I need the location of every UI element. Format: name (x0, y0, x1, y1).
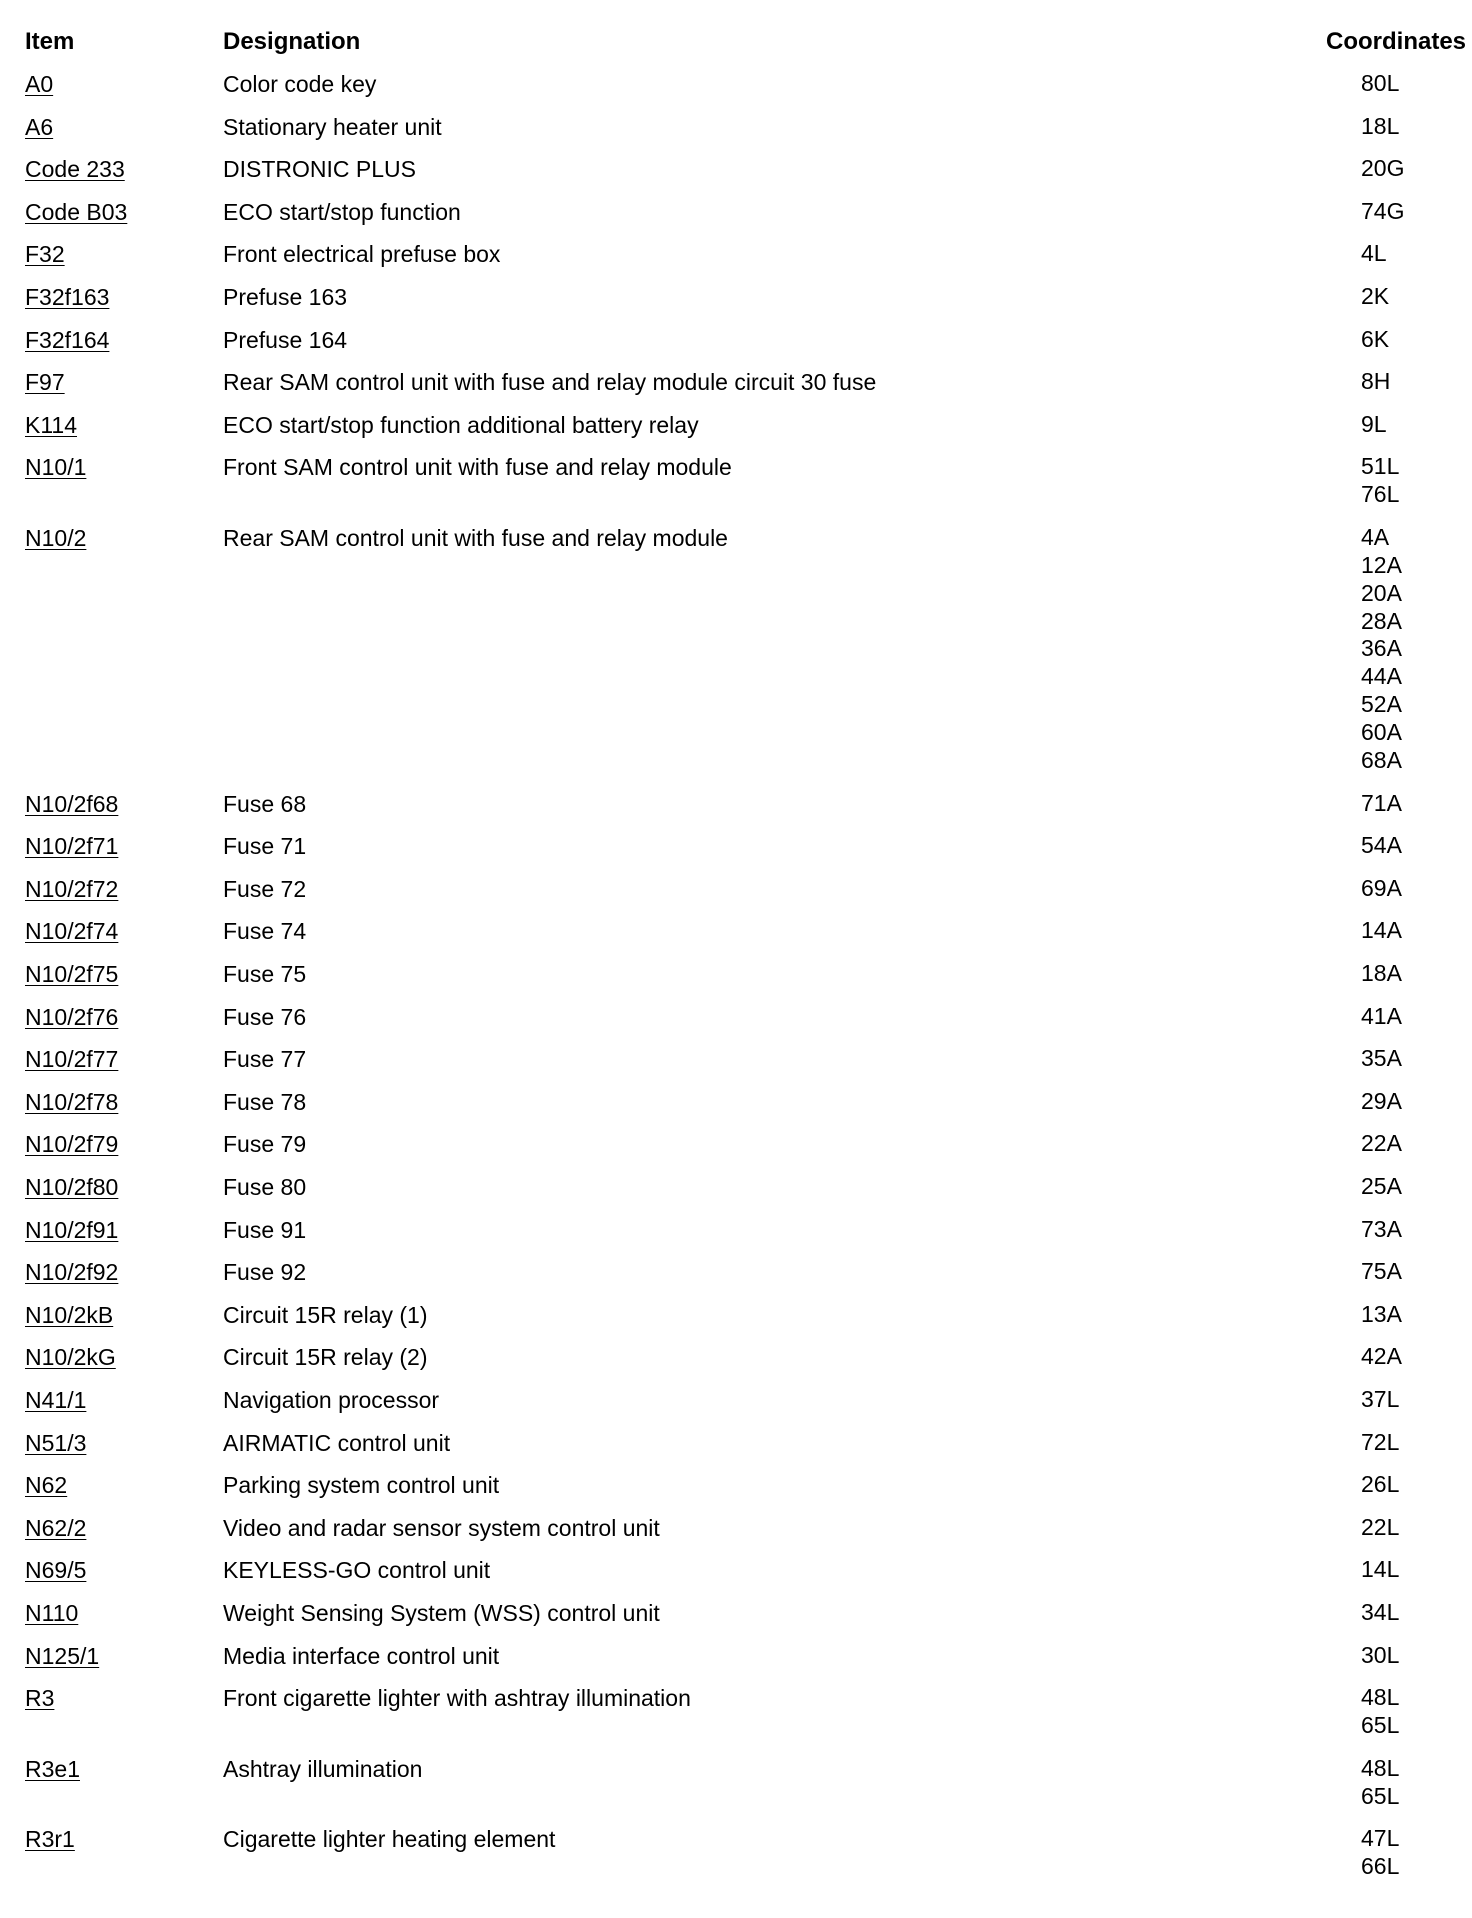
table-row (0, 1599, 1472, 1642)
designation-text: Fuse 75 (223, 961, 307, 988)
designation-text: Prefuse 164 (223, 326, 348, 353)
designation-text: Fuse 80 (223, 1173, 307, 1200)
item-link[interactable]: N10/2f78 (25, 1088, 119, 1115)
item-link[interactable]: N10/2f75 (25, 961, 119, 988)
coordinate-value: 34L (1361, 1598, 1400, 1625)
item-link[interactable]: N51/3 (25, 1429, 87, 1456)
designation-text: Navigation processor (223, 1386, 440, 1413)
coordinates-cell (1361, 1386, 1399, 1414)
coordinate-value: 80L (1361, 70, 1400, 96)
table-row (0, 1301, 1472, 1344)
coordinates-cell (1361, 198, 1404, 226)
coordinates-cell (1361, 113, 1399, 141)
designation-text: Front cigarette lighter with ashtray illumination (223, 1685, 691, 1712)
column-header-item: Item (25, 28, 75, 55)
coordinates-cell (1361, 1599, 1399, 1627)
designation-text: Video and radar sensor system control unit (223, 1514, 660, 1541)
table-row (0, 1642, 1472, 1685)
coordinates-cell (1361, 1258, 1402, 1286)
coordinate-value: 14L (1361, 1556, 1400, 1583)
coordinate-value: 9L (1361, 410, 1387, 437)
coordinate-value: 42A (1361, 1343, 1402, 1370)
coordinate-value: 71A (1361, 789, 1402, 816)
coordinate-value: 60A (1361, 719, 1402, 746)
item-link[interactable]: N10/2kG (25, 1344, 116, 1371)
coordinates-cell (1361, 1216, 1402, 1244)
coordinates-cell (1361, 70, 1399, 98)
table-row (0, 453, 1472, 524)
coordinate-value: 25A (1361, 1172, 1402, 1199)
item-link[interactable]: N10/2f79 (25, 1131, 119, 1158)
column-header-coordinates: Coordinates (1326, 28, 1467, 55)
coordinate-value: 22A (1361, 1130, 1402, 1157)
coordinates-cell (1361, 1825, 1399, 1881)
table-row (0, 1088, 1472, 1131)
table-row (0, 1471, 1472, 1514)
item-link[interactable]: N10/2f76 (25, 1003, 119, 1030)
designation-text: Media interface control unit (223, 1642, 500, 1669)
coordinates-cell (1361, 240, 1387, 268)
table-row (0, 917, 1472, 960)
item-link[interactable]: N10/2f91 (25, 1216, 119, 1243)
coordinates-cell (1361, 960, 1402, 988)
table-row (0, 1755, 1472, 1826)
table-row (0, 1045, 1472, 1088)
coordinate-value: 44A (1361, 663, 1402, 690)
table-row (0, 960, 1472, 1003)
table-row (0, 240, 1472, 283)
coordinate-value: 76L (1361, 481, 1400, 508)
table-row (0, 832, 1472, 875)
designation-text: Fuse 68 (223, 790, 307, 817)
designation-text: Fuse 91 (223, 1216, 307, 1243)
item-link[interactable]: N10/2kB (25, 1301, 114, 1328)
coordinate-value: 65L (1361, 1782, 1400, 1809)
designation-text: Fuse 76 (223, 1003, 307, 1030)
item-link[interactable]: N10/2f92 (25, 1259, 119, 1286)
table-row (0, 1386, 1472, 1429)
item-link[interactable]: N125/1 (25, 1642, 100, 1669)
designation-text: Fuse 71 (223, 833, 307, 860)
coordinates-cell (1361, 875, 1402, 903)
coordinate-value: 66L (1361, 1853, 1400, 1880)
coordinate-value: 72L (1361, 1428, 1400, 1455)
table-row (0, 1130, 1472, 1173)
coordinates-cell (1361, 790, 1402, 818)
item-link[interactable]: N10/2f68 (25, 790, 119, 817)
coordinate-value: 22L (1361, 1513, 1400, 1540)
designation-text: Parking system control unit (223, 1472, 500, 1499)
coordinate-value: 20A (1361, 579, 1402, 606)
designation-text: DISTRONIC PLUS (223, 156, 416, 183)
table-row (0, 1258, 1472, 1301)
coordinate-value: 18L (1361, 112, 1400, 139)
designation-text: Weight Sensing System (WSS) control unit (223, 1599, 660, 1626)
table-row (0, 1343, 1472, 1386)
designation-text: Fuse 92 (223, 1259, 307, 1286)
designation-text: ECO start/stop function additional battery relay (223, 411, 699, 438)
coordinates-cell (1361, 1684, 1399, 1740)
table-row (0, 113, 1472, 156)
coordinate-value: 41A (1361, 1002, 1402, 1029)
coordinates-cell (1361, 1045, 1402, 1073)
item-link[interactable]: F97 (25, 369, 65, 396)
coordinates-cell (1361, 155, 1404, 183)
coordinate-value: 54A (1361, 832, 1402, 859)
item-link[interactable]: N110 (25, 1599, 79, 1626)
item-link[interactable]: F32f164 (25, 326, 110, 353)
designation-text: Ashtray illumination (223, 1755, 423, 1782)
item-link[interactable]: N62 (25, 1472, 68, 1499)
designation-text: Fuse 77 (223, 1046, 307, 1073)
item-link[interactable]: R3 (25, 1685, 55, 1712)
table-row (0, 1514, 1472, 1557)
item-link[interactable]: A6 (25, 113, 54, 140)
table-row (0, 70, 1472, 113)
coordinate-value: 51L (1361, 453, 1400, 480)
coordinates-cell (1361, 1514, 1399, 1542)
item-link[interactable]: N10/2f74 (25, 918, 119, 945)
coordinate-value: 18A (1361, 960, 1402, 987)
coordinates-cell (1361, 1642, 1399, 1670)
coordinates-cell (1361, 524, 1402, 775)
coordinate-value: 28A (1361, 607, 1402, 634)
coordinates-cell (1361, 453, 1399, 509)
table-row (0, 155, 1472, 198)
coordinate-value: 13A (1361, 1300, 1402, 1327)
table-row (0, 1684, 1472, 1755)
table-row (0, 326, 1472, 369)
coordinates-cell (1361, 1471, 1399, 1499)
table-row (0, 790, 1472, 833)
designation-text: Prefuse 163 (223, 283, 348, 310)
designation-text: Fuse 72 (223, 875, 307, 902)
coordinate-value: 52A (1361, 691, 1402, 718)
coordinate-value: 75A (1361, 1258, 1402, 1285)
designation-text: Circuit 15R relay (1) (223, 1301, 428, 1328)
legend-rows (0, 70, 1472, 1896)
item-link[interactable]: N10/2f77 (25, 1046, 119, 1073)
coordinate-value: 73A (1361, 1215, 1402, 1242)
coordinate-value: 74G (1361, 197, 1405, 224)
designation-text: Cigarette lighter heating element (223, 1826, 556, 1853)
coordinate-value: 14A (1361, 917, 1402, 944)
designation-text: Rear SAM control unit with fuse and relay module circuit 30 fuse (223, 369, 877, 396)
coordinates-cell (1361, 1556, 1399, 1584)
item-link[interactable]: N10/2f80 (25, 1173, 119, 1200)
designation-text: Fuse 79 (223, 1131, 307, 1158)
coordinate-value: 4A (1361, 523, 1390, 550)
item-link[interactable]: N10/2f71 (25, 833, 119, 860)
coordinates-cell (1361, 326, 1389, 354)
item-link[interactable]: K114 (25, 411, 78, 438)
table-row (0, 1173, 1472, 1216)
coordinates-cell (1361, 1755, 1399, 1811)
table-row (0, 411, 1472, 454)
designation-text: Fuse 78 (223, 1088, 307, 1115)
table-row (0, 875, 1472, 918)
designation-text: Stationary heater unit (223, 113, 442, 140)
item-link[interactable]: R3r1 (25, 1826, 75, 1853)
item-link[interactable]: N10/2f72 (25, 875, 119, 902)
table-row (0, 1825, 1472, 1896)
item-link[interactable]: F32 (25, 241, 65, 268)
coordinates-cell (1361, 411, 1387, 439)
coordinate-value: 47L (1361, 1825, 1400, 1852)
table-row (0, 1216, 1472, 1259)
coordinates-cell (1361, 832, 1402, 860)
coordinates-cell (1361, 1003, 1402, 1031)
coordinate-value: 26L (1361, 1471, 1400, 1498)
designation-text: Rear SAM control unit with fuse and relay module (223, 524, 728, 551)
coordinates-cell (1361, 368, 1390, 396)
item-link[interactable]: N10/2 (25, 524, 87, 551)
coordinates-cell (1361, 917, 1402, 945)
designation-text: KEYLESS-GO control unit (223, 1557, 491, 1584)
item-link[interactable]: N10/1 (25, 454, 87, 481)
item-link[interactable]: N41/1 (25, 1386, 87, 1413)
coordinate-value: 36A (1361, 635, 1402, 662)
coordinates-cell (1361, 1088, 1402, 1116)
coordinates-cell (1361, 1130, 1402, 1158)
designation-text: Front SAM control unit with fuse and relay module (223, 454, 732, 481)
coordinate-value: 6K (1361, 325, 1390, 352)
coordinates-cell (1361, 1173, 1402, 1201)
coordinates-cell (1361, 1301, 1402, 1329)
item-link[interactable]: F32f163 (25, 283, 110, 310)
table-row (0, 1429, 1472, 1472)
item-link[interactable]: R3e1 (25, 1755, 80, 1782)
coordinate-value: 65L (1361, 1712, 1400, 1739)
coordinate-value: 30L (1361, 1641, 1400, 1668)
designation-text: Fuse 74 (223, 918, 307, 945)
item-link[interactable]: A0 (25, 71, 54, 97)
table-row (0, 1556, 1472, 1599)
coordinate-value: 12A (1361, 551, 1402, 578)
coordinate-value: 48L (1361, 1754, 1400, 1781)
item-link[interactable]: N69/5 (25, 1557, 87, 1584)
coordinate-value: 48L (1361, 1684, 1400, 1711)
designation-text: Circuit 15R relay (2) (223, 1344, 428, 1371)
column-header-designation: Designation (223, 28, 361, 55)
item-link[interactable]: Code 233 (25, 156, 125, 183)
designation-text: AIRMATIC control unit (223, 1429, 451, 1456)
table-row (0, 368, 1472, 411)
coordinate-value: 29A (1361, 1087, 1402, 1114)
coordinates-cell (1361, 1343, 1402, 1371)
coordinate-value: 37L (1361, 1385, 1400, 1412)
designation-text: Color code key (223, 71, 377, 97)
table-row (0, 283, 1472, 326)
coordinate-value: 20G (1361, 155, 1405, 182)
coordinate-value: 68A (1361, 747, 1402, 774)
coordinate-value: 8H (1361, 368, 1391, 395)
coordinate-value: 35A (1361, 1045, 1402, 1072)
item-link[interactable]: N62/2 (25, 1514, 87, 1541)
coordinates-cell (1361, 283, 1389, 311)
table-row (0, 1003, 1472, 1046)
item-link[interactable]: Code B03 (25, 198, 128, 225)
coordinates-cell (1361, 1429, 1399, 1457)
designation-text: Front electrical prefuse box (223, 241, 501, 268)
coordinate-value: 4L (1361, 240, 1387, 267)
designation-text: ECO start/stop function (223, 198, 461, 225)
table-row (0, 198, 1472, 241)
coordinate-value: 2K (1361, 282, 1390, 309)
coordinate-value: 69A (1361, 874, 1402, 901)
table-row (0, 524, 1472, 790)
